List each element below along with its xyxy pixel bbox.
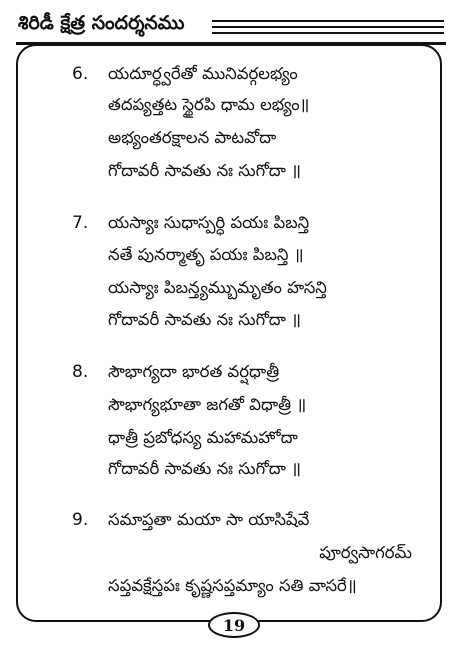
verse-line: ధాత్రీ ప్రబోధస్య మహామహోదా <box>108 428 298 447</box>
verse-line: నతే పునర్మాతృ పయః పిబన్తి ॥ <box>108 245 304 264</box>
verse-line: సప్తవక్షేస్తపః కృష్ణసప్తమ్యాం సతి వాసరే॥ <box>108 576 357 595</box>
verse-line: తదప్యత్తట స్థైరపి ధామ లభ్యం॥ <box>108 95 310 114</box>
verse-line: అభ్యంతరక్షాలన పాటవోదా <box>108 128 277 147</box>
verse-number: 8. <box>72 362 89 382</box>
verse-number: 7. <box>72 213 89 233</box>
book-title: శిరిడీ క్షేత్ర సందర్శనము <box>18 12 185 34</box>
verse-line: యదూర్ధ్వరేతో మునివర్గలభ్యం <box>108 64 298 83</box>
verse-number: 6. <box>72 64 89 84</box>
page-number: 19 <box>222 615 246 635</box>
verse-line: గోదావరీ సావతు నః సుగోదా ॥ <box>108 310 301 329</box>
verse-line: గోదావరీ సావతు నః సుగోదా ॥ <box>108 161 301 180</box>
verse-line: సౌభాగ్యదా భారత వర్షధాత్రీ <box>108 362 280 381</box>
page-header <box>16 8 446 48</box>
verse-line: యస్యాః సుధాస్పర్ధి పయః పిబన్తి <box>108 213 310 232</box>
verse-line: పూర్వసాగరమ్ <box>319 543 412 562</box>
verse-line: యస్యాః పిబన్త్యమ్బుమృతం హసన్తి <box>108 278 327 297</box>
verse-line: గోదావరీ సావతు నః సుగోదా ॥ <box>108 459 301 478</box>
header-rule-lines <box>212 20 444 38</box>
verse-line: సమాప్తతా మయా సా యాసిషేవే <box>108 510 310 529</box>
verse-line: సౌభాగ్యభూతా జగతో విధాత్రీ ॥ <box>108 395 307 414</box>
verse-number: 9. <box>72 510 89 530</box>
page-number-badge <box>208 612 260 638</box>
